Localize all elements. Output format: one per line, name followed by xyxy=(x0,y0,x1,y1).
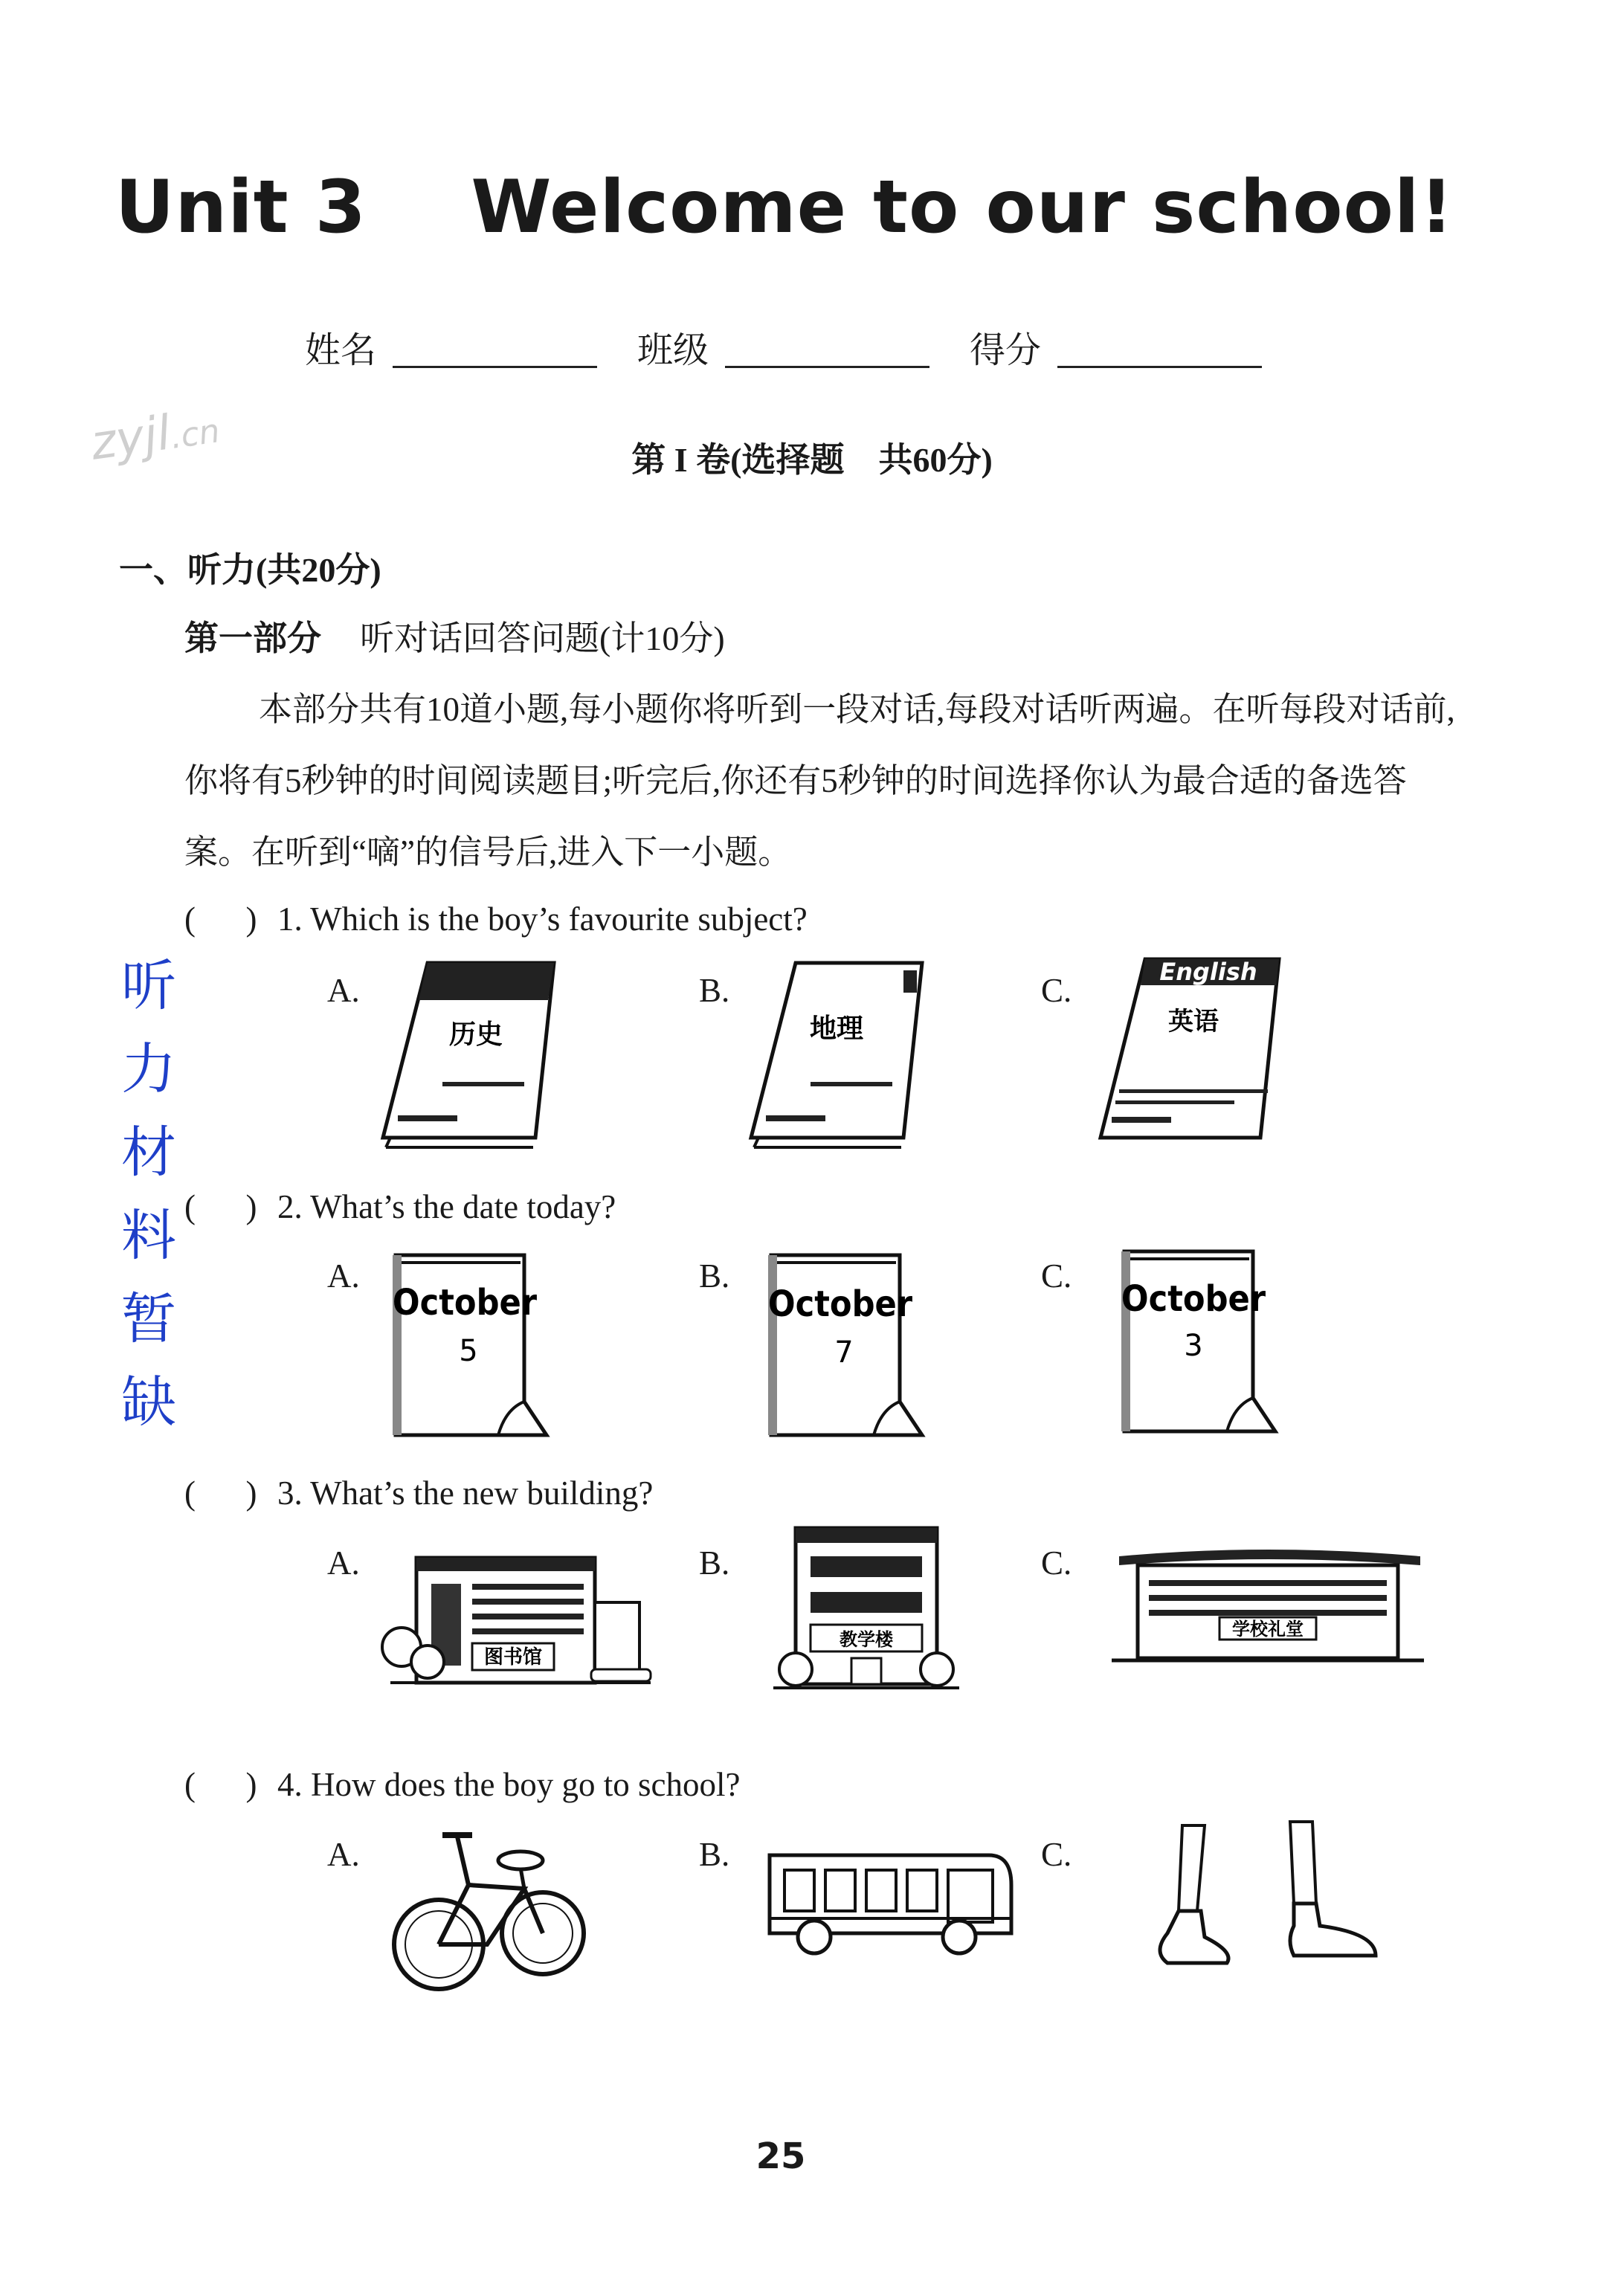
walking-feet-icon[interactable] xyxy=(1138,1814,1391,1985)
calendar-icon[interactable] xyxy=(762,1249,926,1443)
option-letter-a: A. xyxy=(327,1544,360,1582)
answer-bracket[interactable]: ( ) xyxy=(184,900,257,938)
option-letter-c: C. xyxy=(1041,1836,1072,1873)
option-letter-b: B. xyxy=(699,1257,730,1295)
svg-text:October: October xyxy=(392,1281,538,1324)
svg-text:图书馆: 图书馆 xyxy=(483,1646,543,1669)
name-label: 姓名 xyxy=(305,331,377,370)
svg-text:地理: 地理 xyxy=(809,1013,864,1044)
class-label: 班级 xyxy=(637,331,709,370)
svg-text:历史: 历史 xyxy=(448,1019,503,1050)
bicycle-icon[interactable] xyxy=(387,1814,595,2000)
question-3: ( ) 3. What’s the new building? xyxy=(184,1474,654,1512)
answer-bracket[interactable]: ( ) xyxy=(184,1188,257,1225)
page-number: 25 xyxy=(755,2136,806,2177)
svg-text:October: October xyxy=(767,1283,913,1325)
svg-text:October: October xyxy=(1121,1277,1266,1320)
answer-bracket[interactable]: ( ) xyxy=(184,1766,257,1803)
answer-bracket[interactable]: ( ) xyxy=(184,1474,257,1512)
option-letter-c: C. xyxy=(1041,1544,1072,1582)
option-letter-a: A. xyxy=(327,1257,360,1295)
question-1: ( ) 1. Which is the boy’s favourite subject? xyxy=(184,900,808,938)
history-book-icon[interactable] xyxy=(376,955,569,1149)
bus-icon[interactable] xyxy=(758,1840,1019,1967)
geography-book-icon[interactable] xyxy=(744,955,937,1149)
option-letter-c: C. xyxy=(1041,1257,1072,1295)
calendar-icon[interactable] xyxy=(1115,1245,1279,1439)
option-letter-b: B. xyxy=(699,1836,730,1873)
page-title: Unit 3 Welcome to our school! xyxy=(115,165,1454,250)
subsection-title xyxy=(184,611,725,660)
student-info-row xyxy=(305,321,1293,373)
svg-text:学校礼堂: 学校礼堂 xyxy=(1232,1619,1304,1640)
score-blank[interactable] xyxy=(1057,358,1262,368)
school-hall-building-icon[interactable] xyxy=(1108,1543,1428,1669)
part-title: 第 I 卷(选择题 共60分) xyxy=(631,441,993,479)
instructions: 本部分共有10道小题,每小题你将听到一段对话,每段对话听两遍。在听每段对话前,你将有5秒钟的时间阅读题目;听完后,你还有5秒钟的时间选择你认为最合适的备选答案。在听到“嘀”的信号后,进入下一小题。 xyxy=(184,691,1455,871)
library-building-icon[interactable] xyxy=(376,1550,658,1692)
svg-text:教学楼: 教学楼 xyxy=(840,1629,893,1650)
svg-text:5: 5 xyxy=(459,1334,478,1368)
calendar-icon[interactable] xyxy=(387,1249,550,1443)
svg-text:英语: 英语 xyxy=(1168,1007,1219,1037)
question-4: ( ) 4. How does the boy go to school? xyxy=(184,1766,741,1803)
option-letter-c: C. xyxy=(1041,972,1072,1009)
name-blank[interactable] xyxy=(393,358,597,368)
score-label: 得分 xyxy=(970,331,1042,370)
section-title: 一、听力(共20分) xyxy=(119,551,381,589)
subsection-text: 听对话回答问题(计10分) xyxy=(360,619,725,657)
subsection-label: 第一部分 xyxy=(184,619,321,657)
english-book-icon[interactable] xyxy=(1093,952,1286,1149)
svg-text:English: English xyxy=(1159,958,1257,986)
option-letter-b: B. xyxy=(699,1544,730,1582)
class-blank[interactable] xyxy=(725,358,929,368)
question-2: ( ) 2. What’s the date today? xyxy=(184,1188,616,1225)
option-letter-b: B. xyxy=(699,972,730,1009)
option-letter-a: A. xyxy=(327,1836,360,1873)
svg-text:3: 3 xyxy=(1184,1329,1203,1363)
teaching-building-icon[interactable] xyxy=(773,1521,959,1703)
watermark: zyjl.cn xyxy=(87,405,222,471)
option-letter-a: A. xyxy=(327,972,360,1009)
svg-text:7: 7 xyxy=(834,1335,854,1370)
side-note: 听 力 材 料 暂 缺 xyxy=(121,954,176,1434)
